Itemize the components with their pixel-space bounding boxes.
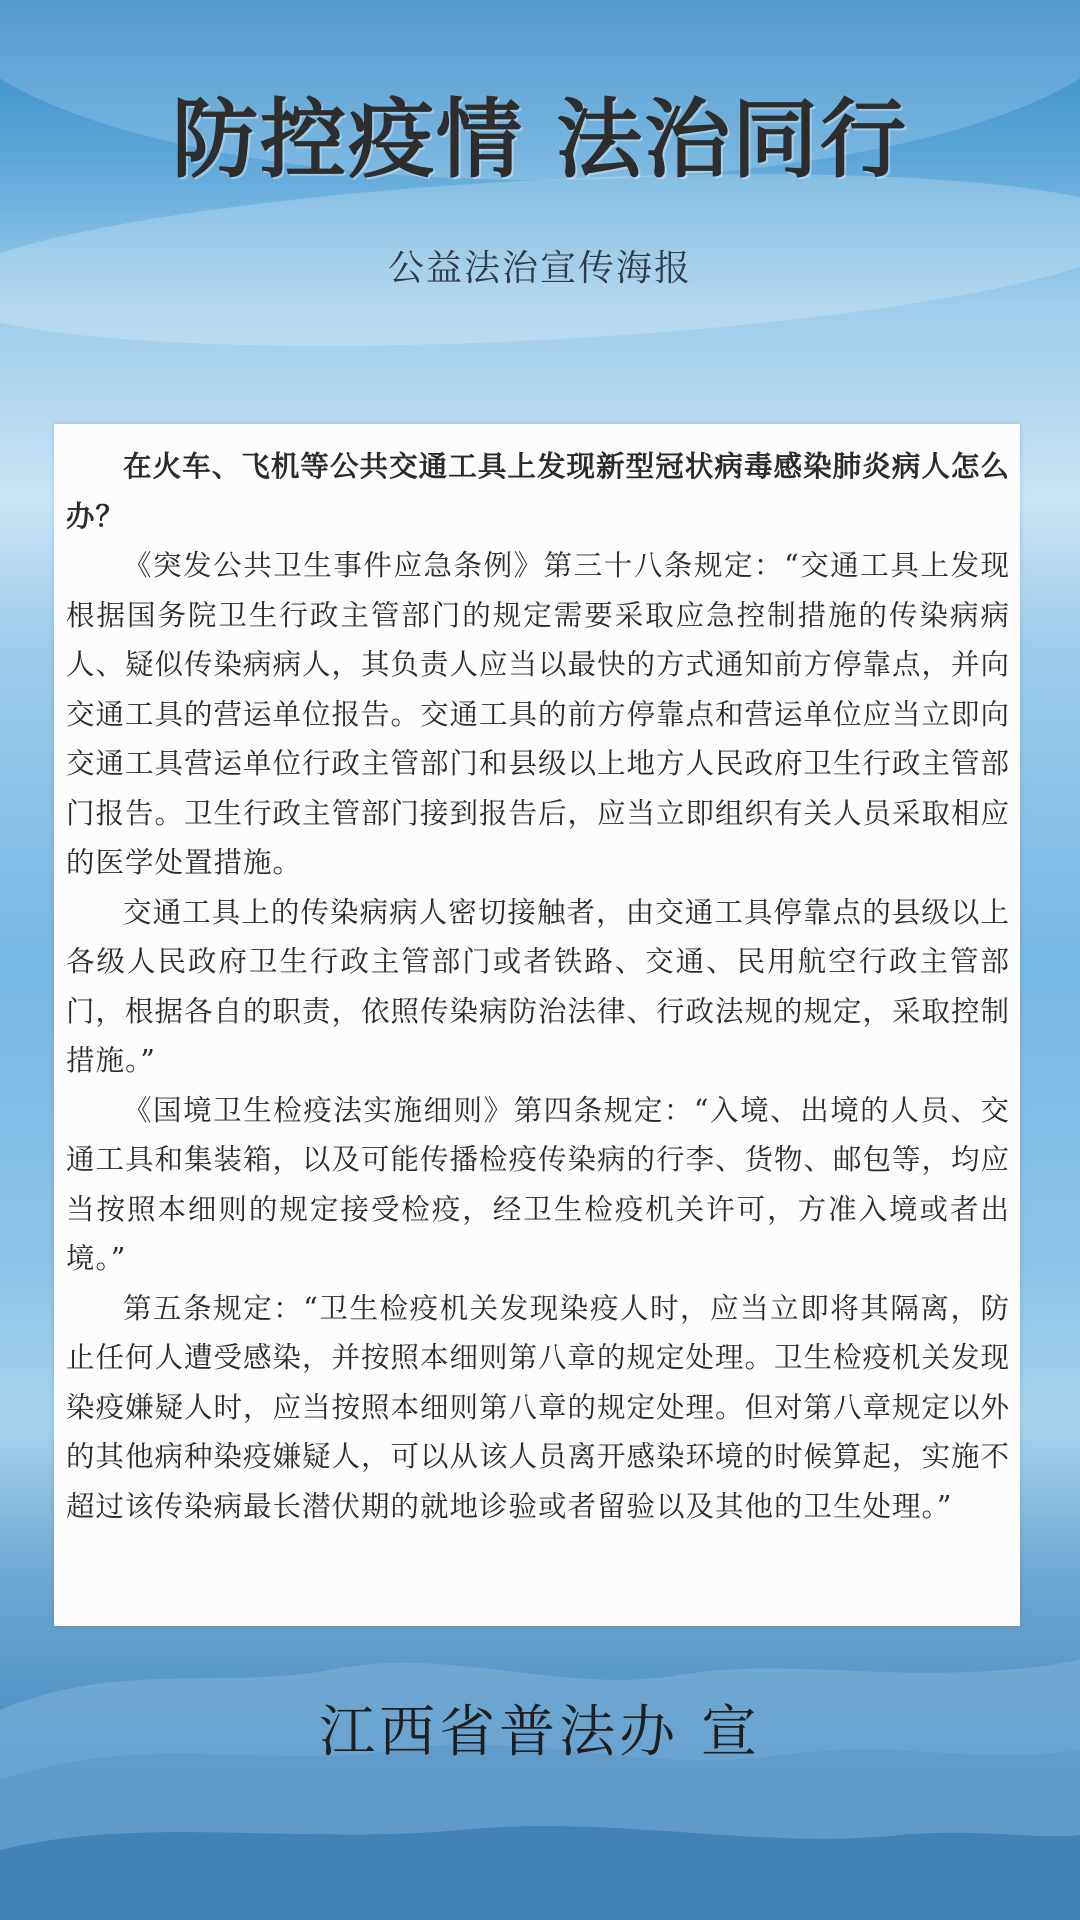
- publisher-credit: 江西省普法办 宣: [319, 1700, 761, 1765]
- document-body: [66, 442, 1010, 1531]
- poster-headline: 防控疫情 法治同行: [172, 90, 908, 190]
- poster-subheadline: 公益法治宣传海报: [387, 248, 692, 289]
- document-paragraph: 《国境卫生检疫法实施细则》第四条规定：“入境、出境的人员、交通工具和集装箱，以及可能传播检疫传染病的行李、货物、邮包等，均应当按照本细则的规定接受检疫，经卫生检疫机关许可，方准入境或者出境。”: [66, 1093, 1011, 1275]
- document-card: [54, 424, 1020, 1626]
- document-paragraph: 《突发公共卫生事件应急条例》第三十八条规定：“交通工具上发现根据国务院卫生行政主管部门的规定需要采取应急控制措施的传染病病人、疑似传染病病人，其负责人应当以最快的方式通知前方停靠点，并向交通工具的营运单位报告。交通工具的前方停靠点和营运单位应当立即向交通工具营运单位行政主管部门和县级以上地方人民政府卫生行政主管部门报告。卫生行政主管部门接到报告后，应当立即组织有关人员采取相应的医学处置措施。: [66, 549, 1011, 879]
- document-paragraph: 交通工具上的传染病病人密切接触者，由交通工具停靠点的县级以上各级人民政府卫生行政主管部门或者铁路、交通、民用航空行政主管部门，根据各自的职责，依照传染病防治法律、行政法规的规定，采取控制措施。”: [66, 895, 1011, 1077]
- document-paragraph: 第五条规定：“卫生检疫机关发现染疫人时，应当立即将其隔离，防止任何人遭受感染，并按照本细则第八章的规定处理。卫生检疫机关发现染疫嫌疑人时，应当按照本细则第八章的规定处理。但对第八章规定以外的其他病种染疫嫌疑人，可以从该人员离开感染环境的时候算起，实施不超过该传染病最长潜伏期的就地诊验或者留验以及其他的卫生处理。”: [66, 1291, 1011, 1523]
- document-question: 在火车、飞机等公共交通工具上发现新型冠状病毒感染肺炎病人怎么办？: [66, 449, 1010, 533]
